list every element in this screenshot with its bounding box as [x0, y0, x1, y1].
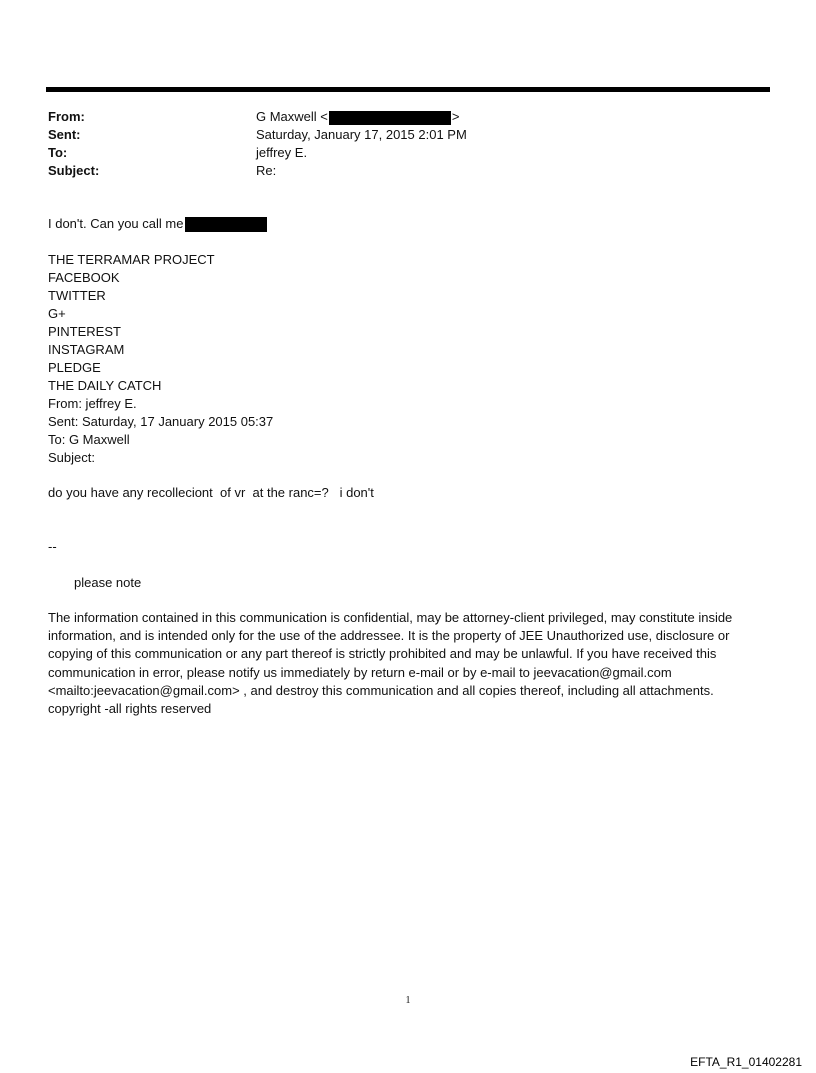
confidentiality-disclaimer: The information contained in this communication is confidential, may be attorney-client privileged, may constitute inside information, and is intended only for the use of the addressee. It is the property of JEE Unauthorized use, disclosure or copying of this communication or any part thereof is strictly prohibited and may be unlawful. If you have received this communication in error, please notify us immediately by return e-mail or by e-mail to jeevacation@gmail.com <mailto:jeevacation@gmail.com> , and destroy this communication and all copies thereof, including all attachments. copyright -all rights reserved — [48, 610, 733, 717]
from-name: G Maxwell < — [256, 109, 328, 124]
to-value: jeffrey E. — [256, 145, 308, 160]
quoted-message-text: do you have any recolleciont of vr at the ranc=? i don't — [48, 485, 374, 500]
please-note-text: please note — [74, 575, 142, 590]
sent-label: Sent: — [48, 127, 81, 142]
email-header — [48, 108, 748, 180]
from-label: From: — [48, 109, 85, 124]
redacted-phone — [185, 217, 267, 232]
signature-link: PINTEREST — [48, 324, 121, 339]
signature-link: THE TERRAMAR PROJECT — [48, 252, 215, 267]
from-end: > — [451, 109, 460, 124]
sent-value: Saturday, January 17, 2015 2:01 PM — [256, 127, 467, 142]
page-number: 1 — [405, 995, 411, 1006]
subject-label: Subject: — [48, 163, 100, 178]
subject-row — [48, 162, 748, 180]
reply-text: I don't. Can you call me — [48, 216, 184, 231]
signature-separator — [48, 538, 768, 556]
subject-value: Re: — [256, 163, 277, 178]
signature-link: FACEBOOK — [48, 270, 120, 285]
from-value — [256, 108, 748, 126]
signature-link: TWITTER — [48, 288, 106, 303]
sent-row — [48, 126, 748, 144]
quoted-message — [48, 484, 768, 502]
separator-text: -- — [48, 539, 57, 554]
quoted-subject: Subject: — [48, 450, 95, 465]
please-note — [74, 574, 794, 592]
signature-link: THE DAILY CATCH — [48, 378, 162, 393]
quoted-from: From: jeffrey E. — [48, 396, 137, 411]
signature-link: INSTAGRAM — [48, 342, 125, 357]
redacted-email — [329, 111, 451, 125]
to-label: To: — [48, 145, 68, 160]
from-row — [48, 108, 748, 126]
document-id: EFTA_R1_01402281 — [690, 1055, 802, 1069]
email-signature — [48, 251, 768, 467]
header-divider — [46, 87, 770, 92]
quoted-sent: Sent: Saturday, 17 January 2015 05:37 — [48, 414, 274, 429]
reply-message — [48, 215, 768, 233]
signature-link: G+ — [48, 306, 66, 321]
signature-link: PLEDGE — [48, 360, 101, 375]
quoted-to: To: G Maxwell — [48, 432, 130, 447]
to-row — [48, 144, 748, 162]
